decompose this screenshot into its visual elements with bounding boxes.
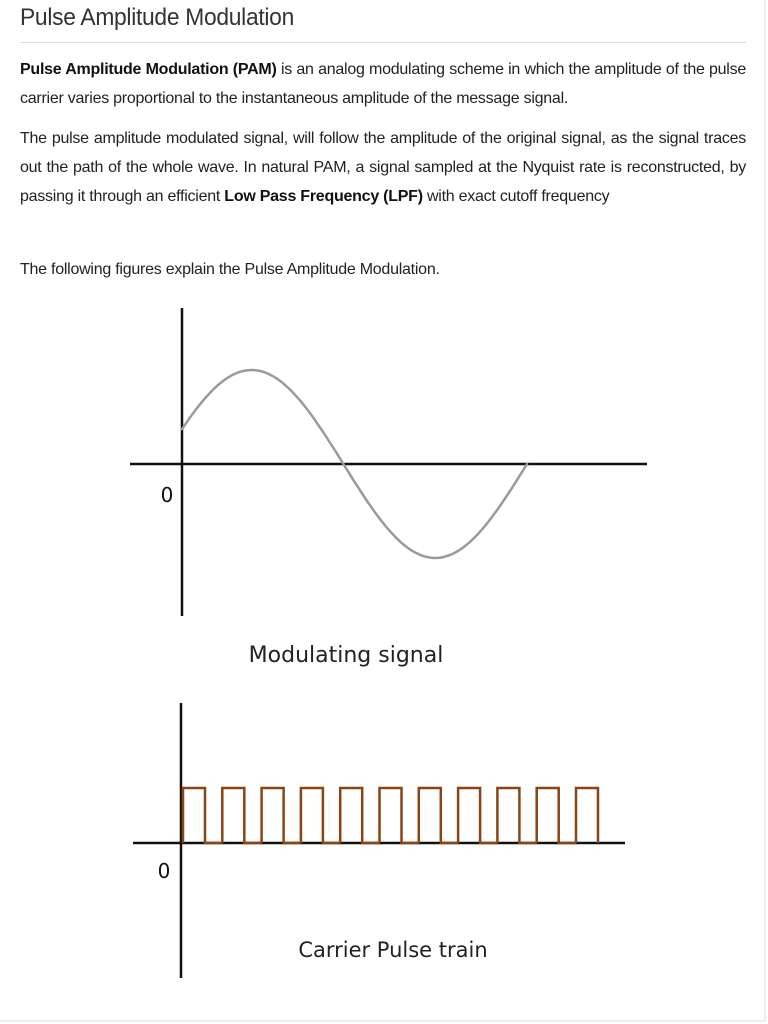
carrier-pulse [222, 788, 261, 843]
page-title: Pulse Amplitude Modulation [20, 4, 294, 31]
bold-term-pam: Pulse Amplitude Modulation (PAM) [20, 61, 277, 78]
paragraph-definition-text: is an analog modulating scheme in which the amplitude of the pulse carrier varies proportional to the instantaneous amplitude of the message signal. [20, 61, 747, 107]
carrier-pulse [183, 788, 222, 843]
carrier-pulse [301, 788, 340, 843]
modulating-signal-figure [0, 300, 768, 690]
paragraph-explanation [20, 124, 746, 211]
carrier-pulse [497, 788, 536, 843]
carrier-pulse-figure [0, 695, 768, 995]
paragraph-explanation-text-end: with exact cutoff frequency [422, 188, 610, 205]
carrier-pulse [262, 788, 301, 843]
paragraph-explanation-text-start: The pulse amplitude modulated signal, will follow the amplitude of the original signal, as the signal traces out the path of the whole wave. In natural PAM, a signal sampled at the Nyquist rate is reconstructed, by passing it through an efficient [20, 130, 746, 205]
carrier-pulse [380, 788, 419, 843]
carrier-pulse [458, 788, 497, 843]
paragraph-figures-intro: The following figures explain the Pulse Amplitude Modulation. [20, 261, 440, 278]
carrier-pulse-train [183, 788, 598, 843]
title-divider [20, 42, 746, 43]
carrier-pulse [576, 788, 598, 843]
paragraph-definition [20, 55, 746, 113]
bold-term-lpf: Low Pass Frequency (LPF) [224, 188, 423, 205]
carrier-pulse-caption: Carrier Pulse train [298, 938, 488, 962]
carrier-pulse [340, 788, 379, 843]
modulating-signal-caption: Modulating signal [248, 643, 444, 668]
modulating-origin-label: 0 [160, 483, 174, 507]
carrier-pulse [537, 788, 576, 843]
carrier-pulse [419, 788, 458, 843]
carrier-origin-label: 0 [157, 859, 171, 883]
